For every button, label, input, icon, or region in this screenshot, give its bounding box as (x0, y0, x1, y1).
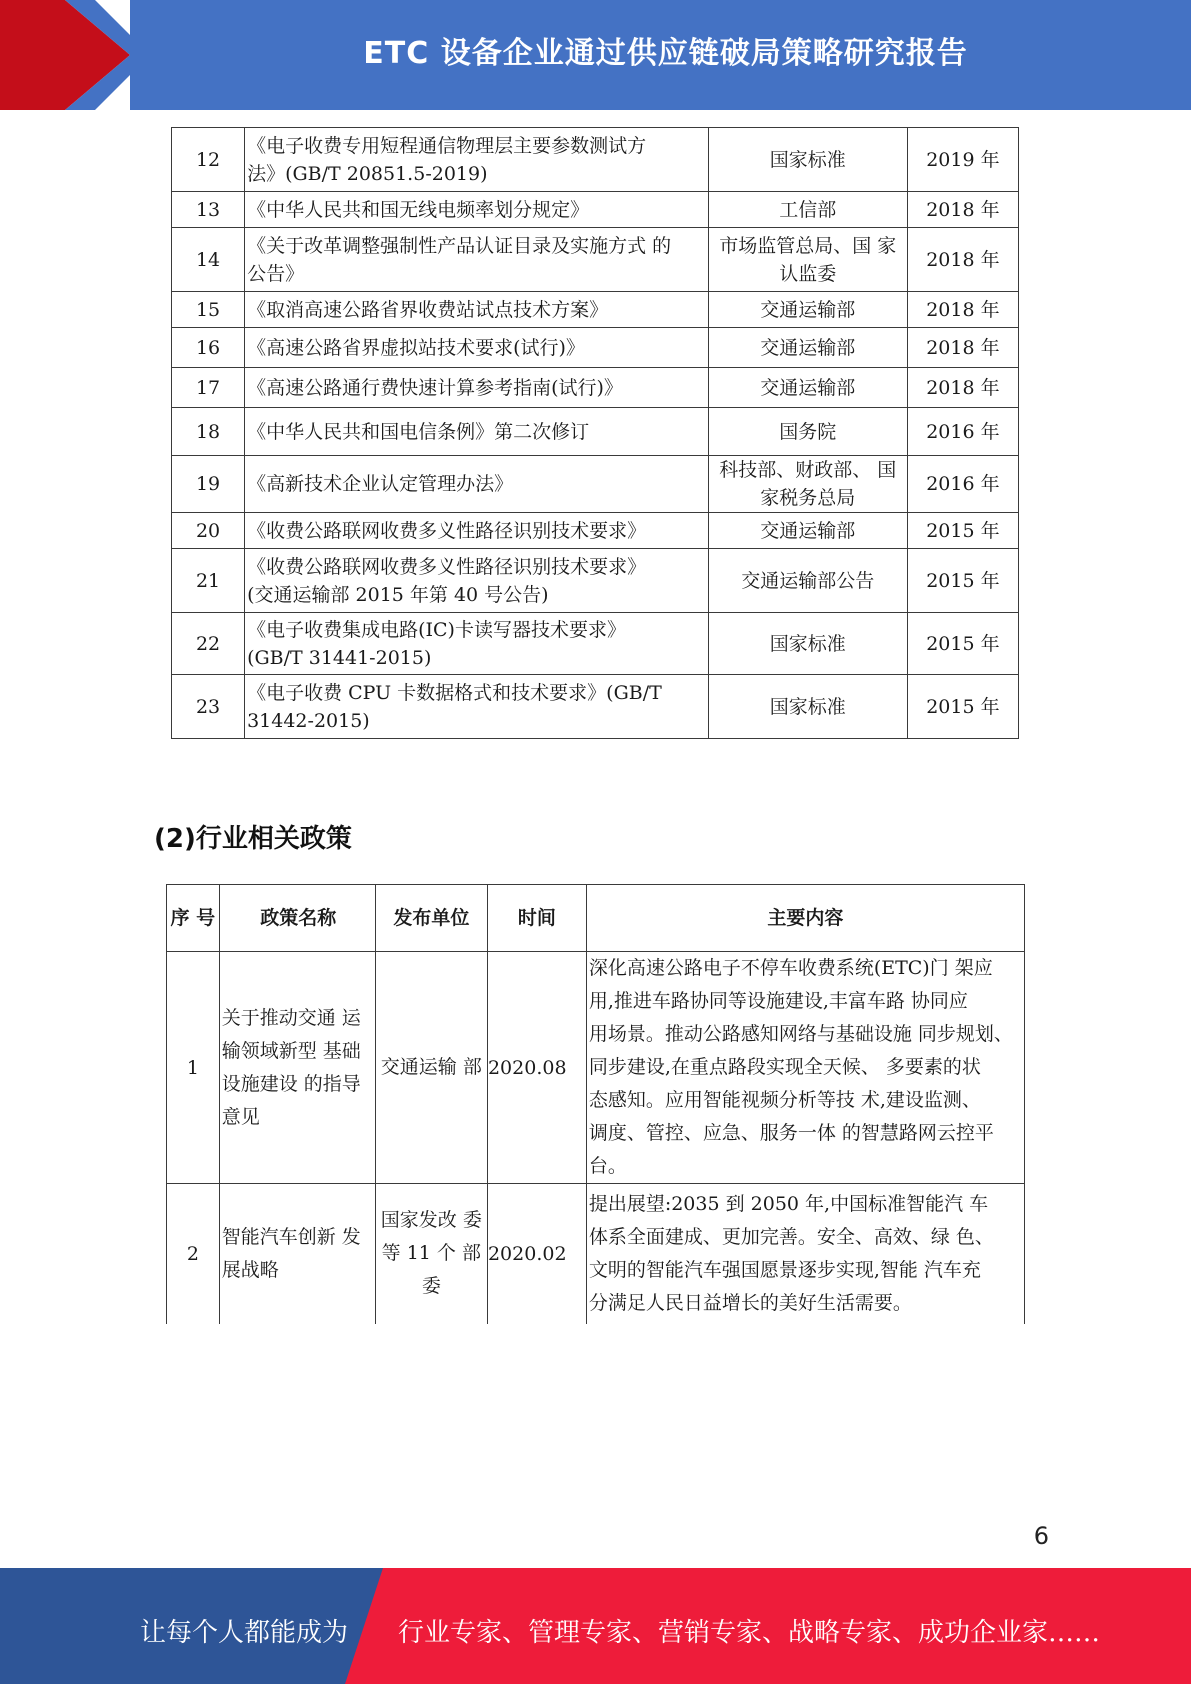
table-row (172, 456, 1019, 513)
row-number: 13 (172, 192, 245, 228)
table-row (172, 292, 1019, 328)
policy-name (219, 952, 375, 1184)
cell-line: 提出展望:2035 到 2050 年,中国标准智能汽 车 (588, 1192, 989, 1215)
cell-line: 等 11 个 部 (381, 1242, 481, 1265)
issuing-dept (708, 549, 907, 613)
header-arrow-icon (0, 0, 150, 110)
cell-line: 工信部 (779, 198, 837, 221)
cell-line: 文明的智能汽车强国愿景逐步实现,智能 汽车充 (588, 1258, 981, 1281)
standard-name (245, 675, 709, 739)
table-row (172, 513, 1019, 549)
row-number: 17 (172, 368, 245, 408)
row-number: 20 (172, 513, 245, 549)
year: 2016 年 (907, 456, 1018, 513)
standard-name (245, 408, 709, 456)
issuing-dept (375, 1184, 487, 1324)
policy-name (219, 1184, 375, 1324)
cell-line: 国家标准 (769, 632, 846, 655)
cell-line: 台。 (588, 1155, 627, 1177)
table-row (172, 613, 1019, 675)
cell-line: 关于推动交通 运 (221, 1006, 361, 1029)
table-row (167, 1184, 1025, 1324)
issuing-dept (375, 952, 487, 1184)
page-number: 6 (1033, 1522, 1049, 1550)
cell-line: 《高新技术企业认定管理办法》 (247, 473, 514, 495)
header-cell-dept: 发布单位 (375, 885, 487, 952)
cell-line: 意见 (221, 1105, 260, 1128)
header-left-block (0, 0, 130, 110)
table-row (167, 952, 1025, 1184)
row-number: 23 (172, 675, 245, 739)
table-row (172, 408, 1019, 456)
section-title: (2)行业相关政策 (154, 824, 352, 854)
cell-line: 交通运输部 (760, 519, 856, 542)
cell-line: 市场监管总局、国 家 (719, 234, 897, 257)
issuing-dept (708, 368, 907, 408)
row-number: 22 (172, 613, 245, 675)
cell-line: 用,推进车路协同等设施建设,丰富车路 协同应 (588, 990, 968, 1012)
cell-line: 法》(GB/T 20851.5-2019) (247, 162, 488, 185)
year: 2018 年 (907, 328, 1018, 368)
issuing-dept (708, 408, 907, 456)
header-cell-name: 政策名称 (219, 885, 375, 952)
standards-table (171, 127, 1019, 739)
row-number: 15 (172, 292, 245, 328)
cell-line: 态感知。应用智能视频分析等技 术,建设监测、 (588, 1089, 981, 1111)
release-date: 2020.08 (487, 952, 586, 1184)
cell-line: 交通运输部公告 (741, 569, 875, 592)
issuing-dept (708, 513, 907, 549)
cell-line: 《收费公路联网收费多义性路径识别技术要求》 (247, 555, 647, 578)
footer-right-text: 行业专家、管理专家、营销专家、战略专家、成功企业家…… (398, 1618, 1101, 1648)
row-number: 16 (172, 328, 245, 368)
cell-line: 交通运输部 (760, 336, 856, 359)
standard-name (245, 549, 709, 613)
header-title: ETC 设备企业通过供应链破局策略研究报告 (363, 36, 968, 71)
table-row (172, 549, 1019, 613)
row-number: 2 (167, 1184, 220, 1324)
year: 2018 年 (907, 192, 1018, 228)
cell-line: 用场景。推动公路感知网络与基础设施 同步规划、 (588, 1023, 1013, 1045)
issuing-dept (708, 328, 907, 368)
footer-left-text: 让每个人都能成为 (140, 1618, 349, 1648)
standard-name (245, 192, 709, 228)
cell-line: 分满足人民日益增长的美好生活需要。 (588, 1291, 912, 1314)
cell-line: 31442-2015) (247, 709, 370, 732)
standard-name (245, 456, 709, 513)
cell-line: 《电子收费 CPU 卡数据格式和技术要求》(GB/T (247, 681, 662, 704)
standard-name (245, 613, 709, 675)
year: 2018 年 (907, 228, 1018, 292)
issuing-dept (708, 128, 907, 192)
row-number: 1 (167, 952, 220, 1184)
year: 2015 年 (907, 613, 1018, 675)
issuing-dept (708, 192, 907, 228)
policy-content (586, 1184, 1024, 1324)
table-row (172, 128, 1019, 192)
standard-name (245, 513, 709, 549)
table-row (172, 228, 1019, 292)
year: 2018 年 (907, 292, 1018, 328)
year: 2018 年 (907, 368, 1018, 408)
cell-line: 国家发改 委 (380, 1209, 482, 1232)
cell-line: 《关于改革调整强制性产品认证目录及实施方式 的 (247, 234, 672, 257)
cell-line: 认监委 (779, 262, 837, 285)
standard-name (245, 368, 709, 408)
cell-line: 《电子收费专用短程通信物理层主要参数测试方 (247, 134, 647, 157)
header-cell-num: 序 号 (167, 885, 220, 952)
cell-line: 《取消高速公路省界收费站试点技术方案》 (247, 298, 609, 321)
cell-line: 公告》 (247, 262, 305, 285)
release-date: 2020.02 (487, 1184, 586, 1324)
standard-name (245, 328, 709, 368)
cell-line: (交通运输部 2015 年第 40 号公告) (247, 583, 549, 606)
cell-line: 交通运输 部 (380, 1056, 482, 1078)
standard-name (245, 228, 709, 292)
year: 2015 年 (907, 513, 1018, 549)
cell-line: 《高速公路省界虚拟站技术要求(试行)》 (247, 336, 585, 359)
cell-line: 《电子收费集成电路(IC)卡读写器技术要求》 (247, 618, 626, 641)
cell-line: 《高速公路通行费快速计算参考指南(试行)》 (247, 376, 623, 399)
standard-name (245, 128, 709, 192)
cell-line: (GB/T 31441-2015) (247, 646, 432, 669)
cell-line: 家税务总局 (760, 487, 856, 509)
cell-line: 调度、管控、应急、服务一体 的智慧路网云控平 (588, 1122, 994, 1144)
issuing-dept (708, 613, 907, 675)
row-number: 14 (172, 228, 245, 292)
row-number: 12 (172, 128, 245, 192)
issuing-dept (708, 675, 907, 739)
cell-line: 国务院 (779, 420, 837, 443)
page-footer (0, 1568, 1191, 1684)
year: 2015 年 (907, 549, 1018, 613)
cell-line: 科技部、财政部、 国 (719, 459, 897, 481)
standard-name (245, 292, 709, 328)
header-cell-content: 主要内容 (586, 885, 1024, 952)
cell-line: 委 (421, 1275, 441, 1298)
table-row (172, 192, 1019, 228)
cell-line: 交通运输部 (760, 298, 856, 321)
policy-table (166, 884, 1025, 1324)
cell-line: 《中华人民共和国电信条例》第二次修订 (247, 420, 590, 443)
year: 2015 年 (907, 675, 1018, 739)
issuing-dept (708, 292, 907, 328)
table-row (172, 368, 1019, 408)
cell-line: 智能汽车创新 发 (221, 1225, 361, 1248)
cell-line: 《收费公路联网收费多义性路径识别技术要求》 (247, 519, 647, 542)
table-row (172, 675, 1019, 739)
cell-line: 《中华人民共和国无线电频率划分规定》 (247, 198, 590, 221)
year: 2016 年 (907, 408, 1018, 456)
cell-line: 输领域新型 基础 (221, 1039, 361, 1062)
row-number: 21 (172, 549, 245, 613)
cell-line: 国家标准 (769, 695, 846, 718)
cell-line: 同步建设,在重点路段实现全天候、 多要素的状 (588, 1056, 981, 1078)
issuing-dept (708, 456, 907, 513)
year: 2019 年 (907, 128, 1018, 192)
cell-line: 设施建设 的指导 (221, 1072, 361, 1095)
row-number: 19 (172, 456, 245, 513)
cell-line: 国家标准 (769, 148, 846, 171)
cell-line: 交通运输部 (760, 376, 856, 399)
row-number: 18 (172, 408, 245, 456)
cell-line: 展战略 (221, 1258, 279, 1281)
cell-line: 体系全面建成、更加完善。安全、高效、绿 色、 (588, 1225, 994, 1248)
page-header (0, 0, 1191, 110)
cell-line: 深化高速公路电子不停车收费系统(ETC)门 架应 (588, 957, 993, 979)
header-cell-date: 时间 (487, 885, 586, 952)
issuing-dept (708, 228, 907, 292)
table-row (172, 328, 1019, 368)
policy-content (586, 952, 1024, 1184)
policy-table-header (167, 885, 1025, 952)
